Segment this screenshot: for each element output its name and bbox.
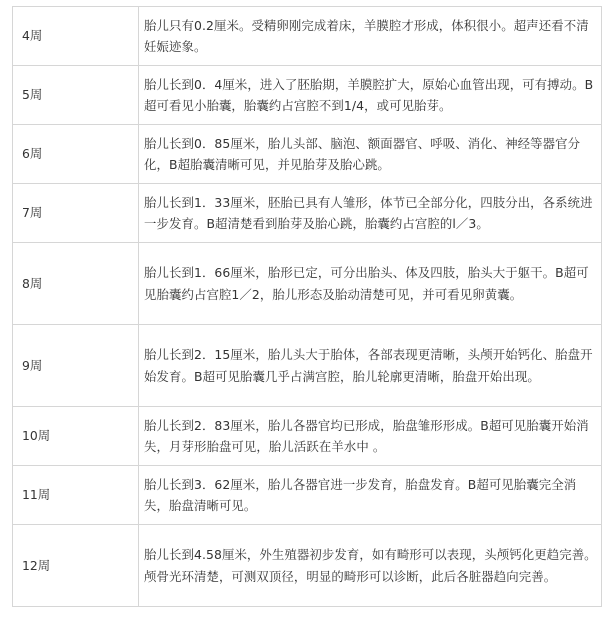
description-cell: 胎儿长到2．83厘米，胎儿各器官均已形成，胎盘雏形形成。B超可见胎囊开始消失，月芽形胎盘可见，胎儿活跃在羊水中 。: [139, 407, 602, 466]
week-cell: 10周: [13, 407, 139, 466]
table-row: [13, 525, 602, 607]
fetal-development-table: [12, 6, 602, 607]
week-cell: 6周: [13, 125, 139, 184]
description-cell: 胎儿长到2．15厘米，胎儿头大于胎体，各部表现更清晰，头颅开始钙化、胎盘开始发育。B超可见胎囊几乎占满宫腔，胎儿轮廓更清晰，胎盘开始出现。: [139, 325, 602, 407]
description-cell: 胎儿长到1．33厘米，胚胎已具有人雏形，体节已全部分化，四肢分出，各系统进一步发育。B超清楚看到胎芽及胎心跳，胎囊约占宫腔的l／3。: [139, 184, 602, 243]
table-row: [13, 66, 602, 125]
table-row: [13, 407, 602, 466]
description-cell: 胎儿长到4.58厘米，外生殖器初步发育，如有畸形可以表现，头颅钙化更趋完善。颅骨光环清楚，可测双顶径，明显的畸形可以诊断，此后各脏器趋向完善。: [139, 525, 602, 607]
week-cell: 5周: [13, 66, 139, 125]
table-row: [13, 125, 602, 184]
description-cell: 胎儿长到0．4厘米，进入了胚胎期，羊膜腔扩大，原始心血管出现，可有搏动。B超可看见小胎囊，胎囊约占宫腔不到1/4，或可见胎芽。: [139, 66, 602, 125]
week-cell: 11周: [13, 466, 139, 525]
week-cell: 4周: [13, 7, 139, 66]
week-cell: 7周: [13, 184, 139, 243]
table-row: [13, 7, 602, 66]
description-cell: 胎儿只有0.2厘米。受精卵刚完成着床，羊膜腔才形成，体积很小。超声还看不清妊娠迹象。: [139, 7, 602, 66]
description-cell: 胎儿长到0．85厘米，胎儿头部、脑泡、额面器官、呼吸、消化、神经等器官分化，B超胎囊清晰可见，并见胎芽及胎心跳。: [139, 125, 602, 184]
week-cell: 12周: [13, 525, 139, 607]
table-row: [13, 243, 602, 325]
table-row: [13, 325, 602, 407]
description-cell: 胎儿长到3．62厘米，胎儿各器官进一步发育，胎盘发育。B超可见胎囊完全消失，胎盘清晰可见。: [139, 466, 602, 525]
table-row: [13, 184, 602, 243]
table-row: [13, 466, 602, 525]
week-cell: 8周: [13, 243, 139, 325]
week-cell: 9周: [13, 325, 139, 407]
description-cell: 胎儿长到1．66厘米，胎形已定，可分出胎头、体及四肢，胎头大于躯干。B超可见胎囊约占宫腔1／2，胎儿形态及胎动清楚可见，并可看见卵黄囊。: [139, 243, 602, 325]
